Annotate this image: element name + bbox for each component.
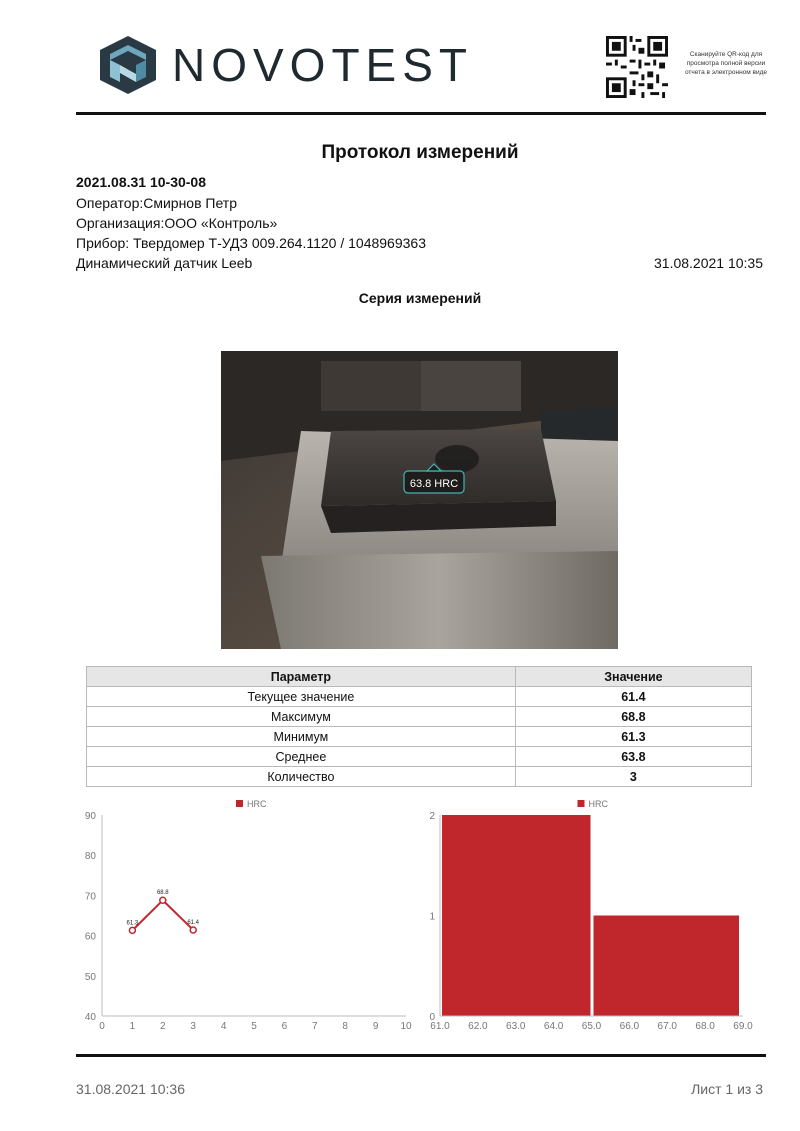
data-point [129,927,135,933]
x-tick-label: 68.0 [695,1021,715,1032]
x-tick-label: 63.0 [506,1021,526,1032]
x-tick-label: 65.0 [581,1021,602,1032]
histogram-bar [594,916,740,1017]
x-tick-label: 1 [129,1021,136,1032]
header-divider [76,112,766,115]
data-point [190,927,196,933]
y-tick-label: 70 [84,891,96,903]
line-chart [76,796,416,1036]
results-table [86,666,752,787]
legend-label: HRC [247,799,267,809]
sample-photo [221,351,618,649]
table-cell-parameter: Количество [87,767,516,787]
series-line [132,900,193,930]
organization-field: Организация:ООО «Контроль» [76,215,278,231]
hardness-label-text: 63.8 HRC [409,478,459,490]
x-tick-label: 6 [281,1021,288,1032]
table-row [87,747,752,767]
data-label: 68.8 [156,890,169,897]
report-datetime: 31.08.2021 10:35 [654,255,763,271]
table-row [87,767,752,787]
y-tick-label: 1 [429,911,435,923]
qr-hint-text: Сканируйте QR-код для просмотра полной версии отчета в электронном виде [684,51,768,76]
table-cell-parameter: Текущее значение [87,687,516,707]
data-label: 61.3 [126,920,139,927]
x-tick-label: 9 [372,1021,379,1032]
table-row [87,707,752,727]
table-header-parameter: Параметр [87,667,516,687]
x-tick-label: 64.0 [543,1021,564,1032]
x-tick-label: 62.0 [468,1021,488,1032]
legend-label: HRC [588,799,608,809]
table-header-row [87,667,752,687]
device-field: Прибор: Твердомер Т-УДЗ 009.264.1120 / 1048969363 [76,235,426,251]
sensor-field: Динамический датчик Leeb [76,255,253,271]
histogram-chart [418,796,768,1036]
y-tick-label: 2 [429,811,435,822]
table-cell-parameter: Среднее [87,747,516,767]
table-cell-value: 61.4 [515,687,751,707]
y-tick-label: 60 [84,931,96,943]
data-point [160,897,166,903]
legend-swatch [236,800,243,807]
report-title: Протокол измерений [321,142,519,163]
x-tick-label: 4 [220,1021,227,1032]
table-header-value: Значение [515,667,751,687]
brand-name: NOVOTEST [172,39,474,91]
footer-divider [76,1054,766,1057]
report-date-code: 2021.08.31 10-30-08 [76,174,206,190]
y-tick-label: 80 [84,851,96,863]
data-label: 61.4 [187,919,200,926]
table-cell-value: 61.3 [515,727,751,747]
novotest-logo-icon [96,36,160,94]
table-cell-value: 3 [515,767,751,787]
x-tick-label: 10 [400,1021,412,1032]
qr-code-icon [606,36,668,98]
table-cell-parameter: Минимум [87,727,516,747]
x-tick-label: 5 [251,1021,257,1032]
footer-page-number: Лист 1 из 3 [691,1081,763,1097]
x-tick-label: 69.0 [733,1021,753,1032]
legend-swatch [578,800,585,807]
operator-field: Оператор:Смирнов Петр [76,195,238,211]
y-tick-label: 90 [84,811,96,822]
y-tick-label: 0 [429,1012,435,1023]
table-row [87,687,752,707]
x-tick-label: 66.0 [619,1021,640,1032]
x-tick-label: 3 [190,1021,196,1032]
x-tick-label: 67.0 [657,1021,677,1032]
x-tick-label: 61.0 [430,1021,450,1032]
table-cell-value: 68.8 [515,707,751,727]
x-tick-label: 7 [312,1021,318,1032]
table-row [87,727,752,747]
table-cell-parameter: Максимум [87,707,516,727]
footer-date: 31.08.2021 10:36 [76,1081,185,1097]
y-tick-label: 40 [84,1012,96,1023]
histogram-bar [442,815,591,1016]
x-tick-label: 8 [342,1021,348,1032]
x-tick-label: 0 [99,1021,105,1032]
x-tick-label: 2 [160,1021,166,1032]
y-tick-label: 50 [84,971,96,983]
table-cell-value: 63.8 [515,747,751,767]
series-title: Серия измерений [358,290,482,306]
